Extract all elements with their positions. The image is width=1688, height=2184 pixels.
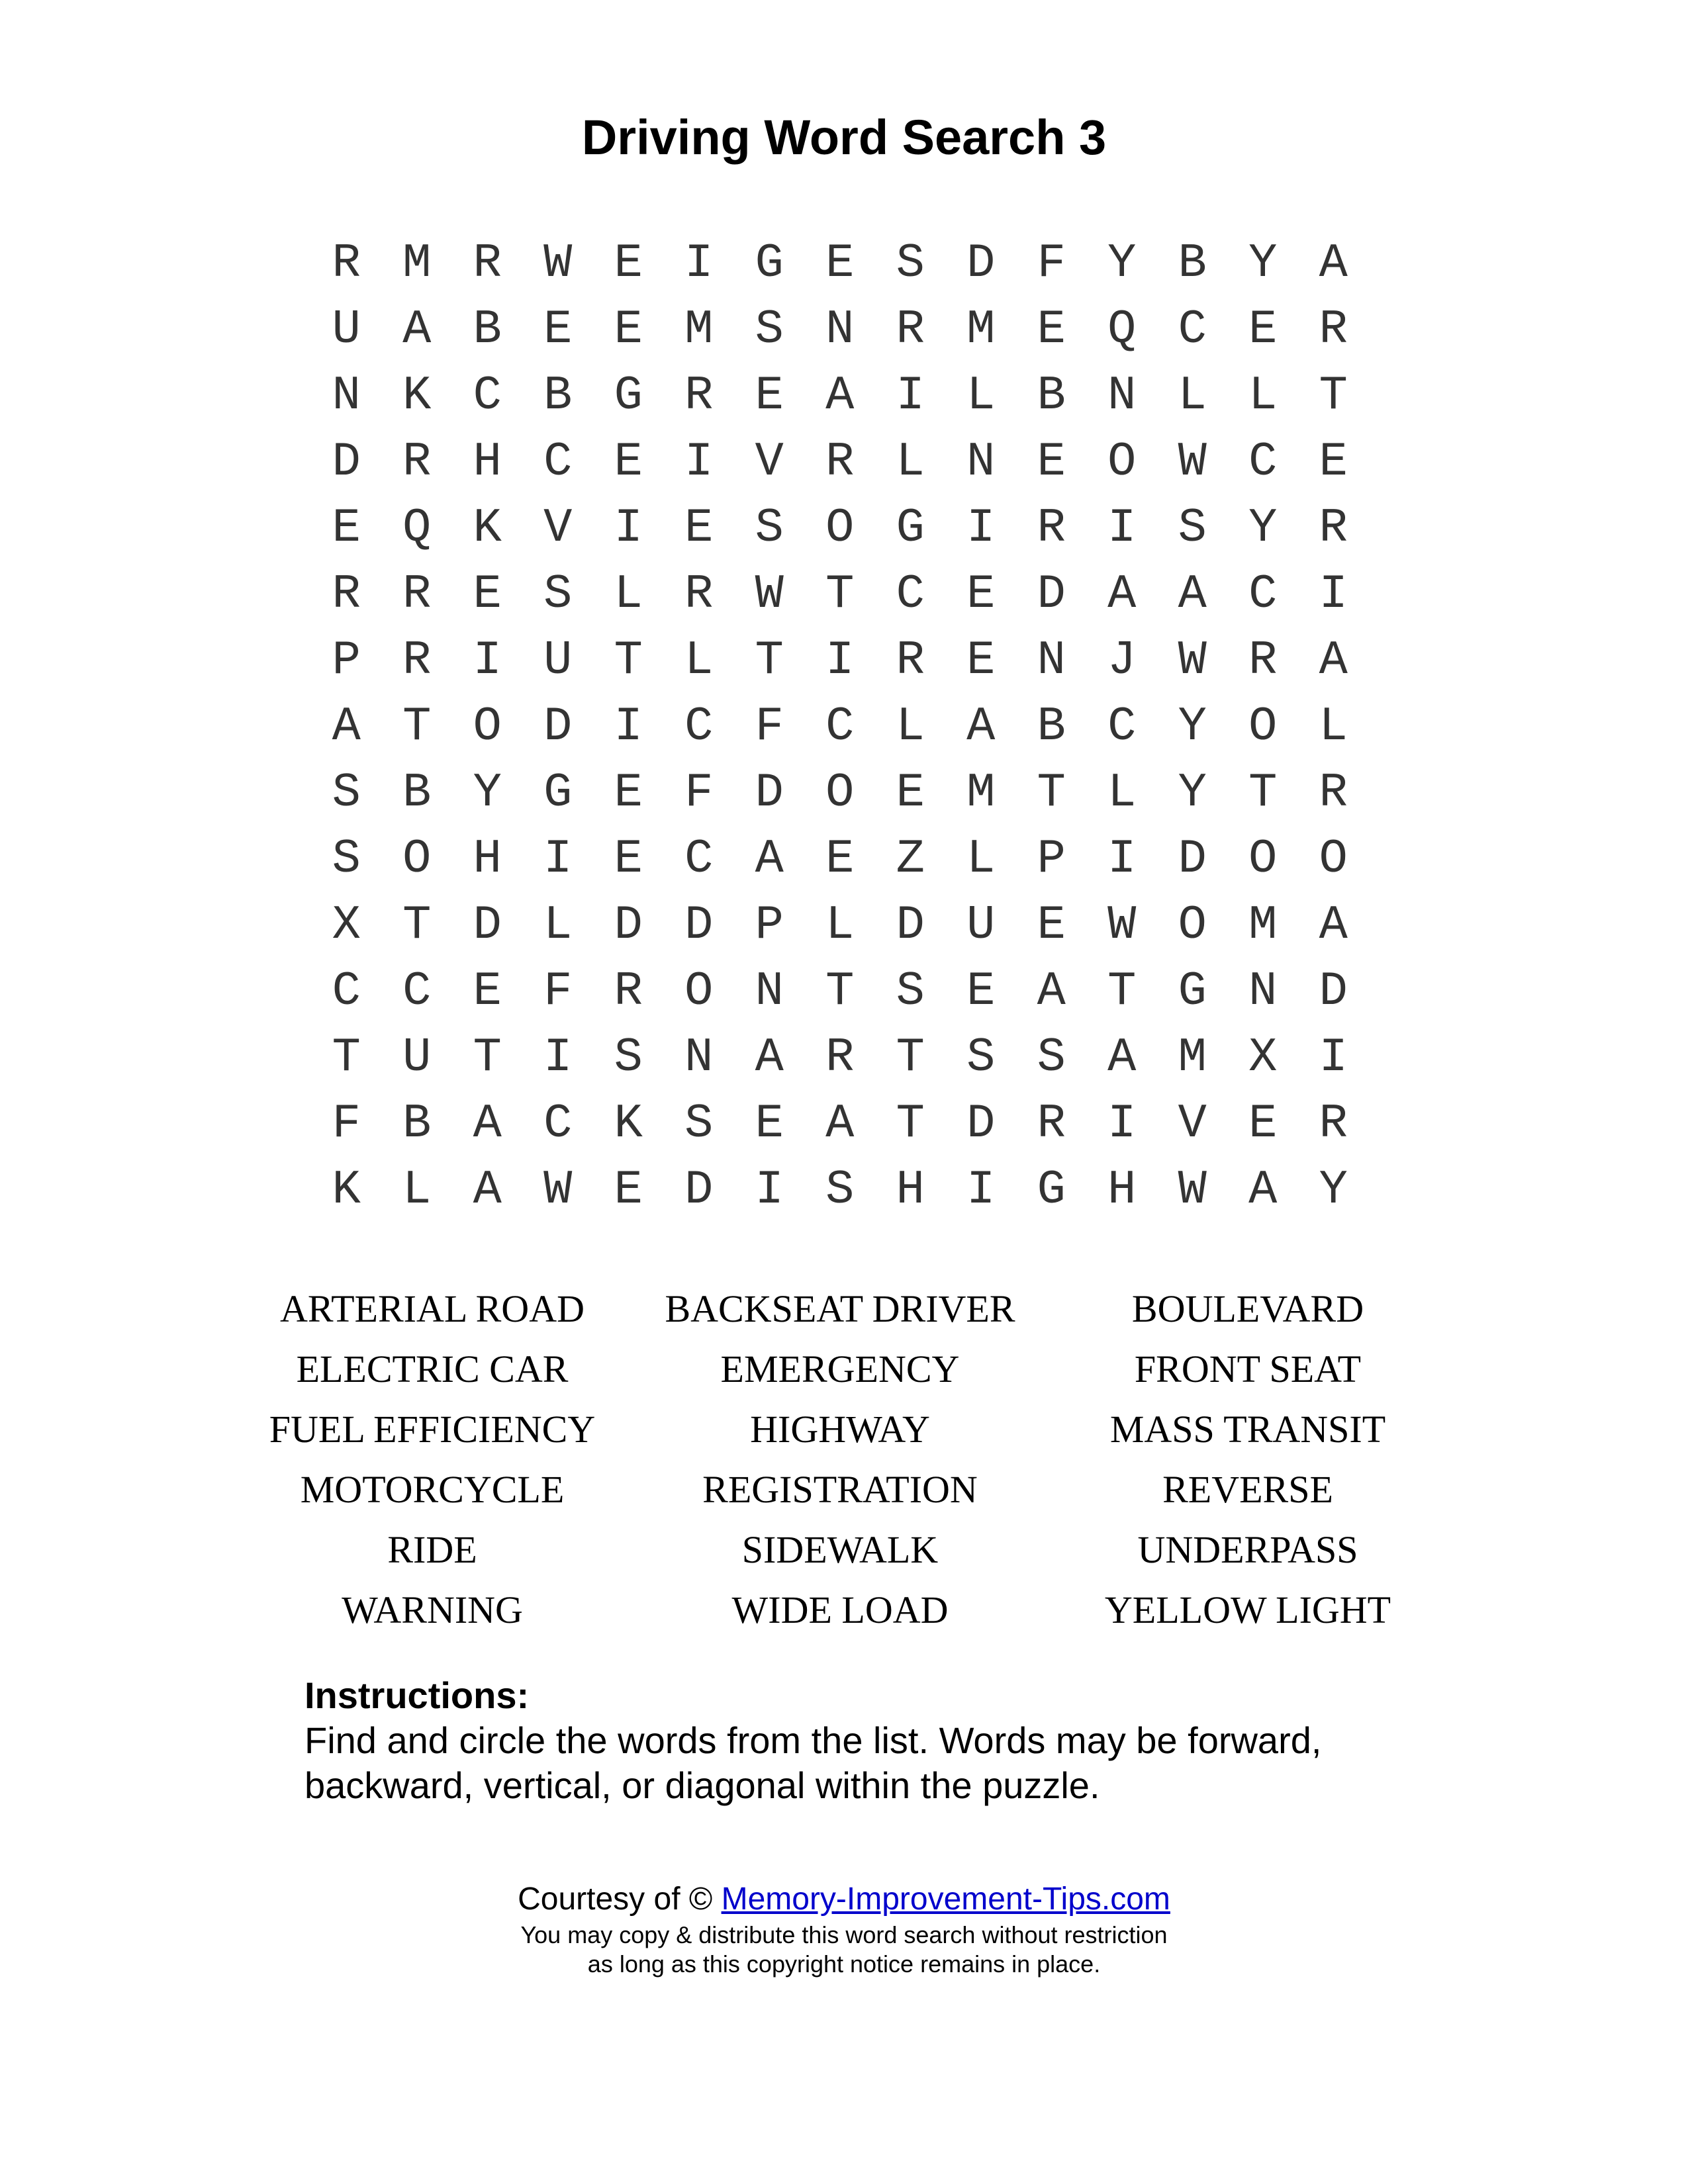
- grid-letter: E: [1037, 435, 1066, 489]
- word-list-item: EMERGENCY: [720, 1347, 960, 1390]
- grid-letter: S: [543, 567, 573, 621]
- grid-letter: H: [473, 435, 502, 489]
- grid-letter: E: [684, 501, 714, 555]
- grid-letter: E: [614, 832, 643, 886]
- grid-letter: S: [896, 236, 925, 291]
- instructions: [305, 1673, 1496, 1808]
- grid-letter: I: [755, 1163, 784, 1217]
- grid-letter: G: [543, 766, 573, 820]
- grid-letter: E: [1037, 898, 1066, 952]
- grid-letter: T: [825, 567, 855, 621]
- grid-letter: L: [402, 1163, 432, 1217]
- grid-letter: C: [332, 964, 361, 1019]
- grid-letter: C: [1248, 567, 1278, 621]
- grid-letter: B: [543, 369, 573, 423]
- grid-letter: E: [825, 832, 855, 886]
- grid-row: [311, 296, 1397, 363]
- grid-letter: R: [1319, 766, 1348, 820]
- grid-letter: H: [896, 1163, 925, 1217]
- grid-row: [311, 892, 1397, 958]
- grid-letter: P: [755, 898, 784, 952]
- grid-letter: C: [896, 567, 925, 621]
- grid-letter: T: [896, 1030, 925, 1085]
- grid-letter: E: [473, 964, 502, 1019]
- grid-letter: O: [473, 700, 502, 754]
- grid-letter: A: [1319, 898, 1348, 952]
- grid-letter: D: [684, 898, 714, 952]
- grid-letter: L: [1107, 766, 1137, 820]
- grid-letter: T: [1107, 964, 1137, 1019]
- grid-letter: Y: [1107, 236, 1137, 291]
- grid-letter: Y: [1248, 236, 1278, 291]
- word-list-item: MASS TRANSIT: [1109, 1408, 1386, 1451]
- grid-letter: F: [755, 700, 784, 754]
- grid-letter: C: [1178, 302, 1207, 357]
- grid-letter: D: [755, 766, 784, 820]
- grid-letter: E: [614, 435, 643, 489]
- grid-letter: A: [1178, 567, 1207, 621]
- grid-letter: B: [1037, 369, 1066, 423]
- grid-letter: M: [966, 766, 996, 820]
- grid-letter: U: [543, 633, 573, 688]
- grid-letter: G: [1037, 1163, 1066, 1217]
- grid-letter: M: [1178, 1030, 1207, 1085]
- grid-letter: I: [966, 501, 996, 555]
- grid-letter: R: [684, 567, 714, 621]
- grid-letter: E: [473, 567, 502, 621]
- grid-letter: E: [1037, 302, 1066, 357]
- word-list-item: SIDEWALK: [741, 1528, 939, 1571]
- grid-letter: I: [966, 1163, 996, 1217]
- grid-letter: O: [1319, 832, 1348, 886]
- grid-letter: G: [614, 369, 643, 423]
- grid-letter: B: [1037, 700, 1066, 754]
- grid-letter: R: [1319, 302, 1348, 357]
- site-link[interactable]: Memory-Improvement-Tips.com: [721, 1882, 1170, 1917]
- grid-letter: E: [1248, 302, 1278, 357]
- grid-letter: R: [1319, 501, 1348, 555]
- grid-letter: S: [684, 1097, 714, 1151]
- grid-letter: C: [1248, 435, 1278, 489]
- word-list-item: ELECTRIC CAR: [296, 1347, 569, 1390]
- grid-letter: E: [755, 1097, 784, 1151]
- grid-letter: C: [825, 700, 855, 754]
- grid-letter: S: [1037, 1030, 1066, 1085]
- grid-letter: E: [1319, 435, 1348, 489]
- grid-row: [311, 760, 1397, 826]
- grid-letter: T: [614, 633, 643, 688]
- grid-row: [311, 1024, 1397, 1091]
- grid-letter: D: [543, 700, 573, 754]
- grid-row: [311, 429, 1397, 495]
- grid-letter: P: [1037, 832, 1066, 886]
- grid-letter: O: [1107, 435, 1137, 489]
- grid-letter: K: [402, 369, 432, 423]
- grid-letter: W: [543, 1163, 573, 1217]
- grid-letter: M: [966, 302, 996, 357]
- grid-letter: W: [1178, 633, 1207, 688]
- grid-letter: L: [684, 633, 714, 688]
- grid-letter: T: [402, 898, 432, 952]
- grid-row: [311, 363, 1397, 429]
- grid-letter: A: [1248, 1163, 1278, 1217]
- grid-row: [311, 495, 1397, 561]
- grid-letter: A: [1319, 633, 1348, 688]
- grid-letter: B: [473, 302, 502, 357]
- grid-letter: C: [543, 1097, 573, 1151]
- grid-letter: R: [825, 1030, 855, 1085]
- grid-row: [311, 694, 1397, 760]
- grid-letter: I: [1107, 832, 1137, 886]
- grid-letter: O: [1248, 832, 1278, 886]
- grid-letter: M: [1248, 898, 1278, 952]
- grid-letter: I: [1319, 1030, 1348, 1085]
- grid-letter: C: [1107, 700, 1137, 754]
- grid-letter: E: [966, 567, 996, 621]
- grid-letter: Q: [402, 501, 432, 555]
- grid-letter: O: [825, 501, 855, 555]
- word-list-item: WARNING: [342, 1588, 523, 1631]
- grid-letter: A: [473, 1097, 502, 1151]
- grid-letter: D: [473, 898, 502, 952]
- grid-letter: L: [614, 567, 643, 621]
- grid-letter: D: [1319, 964, 1348, 1019]
- grid-letter: A: [755, 832, 784, 886]
- grid-letter: O: [1248, 700, 1278, 754]
- grid-letter: X: [332, 898, 361, 952]
- grid-letter: Q: [1107, 302, 1137, 357]
- grid-letter: T: [1037, 766, 1066, 820]
- grid-letter: O: [1178, 898, 1207, 952]
- grid-letter: V: [1178, 1097, 1207, 1151]
- grid-letter: E: [825, 236, 855, 291]
- grid-letter: C: [473, 369, 502, 423]
- word-list-item: RIDE: [387, 1528, 477, 1571]
- grid-letter: W: [755, 567, 784, 621]
- grid-letter: C: [684, 832, 714, 886]
- grid-letter: M: [402, 236, 432, 291]
- grid-letter: A: [1107, 567, 1137, 621]
- instructions-line-1: Find and circle the words from the list. Words may be forward,: [305, 1719, 1322, 1761]
- grid-letter: T: [1248, 766, 1278, 820]
- grid-letter: B: [1178, 236, 1207, 291]
- grid-letter: R: [896, 302, 925, 357]
- grid-letter: O: [825, 766, 855, 820]
- grid-letter: B: [402, 1097, 432, 1151]
- grid-letter: A: [825, 369, 855, 423]
- grid-letter: R: [1037, 1097, 1066, 1151]
- grid-letter: D: [966, 1097, 996, 1151]
- grid-letter: T: [825, 964, 855, 1019]
- grid-row: [311, 561, 1397, 627]
- word-list-item: ARTERIAL ROAD: [280, 1287, 585, 1330]
- grid-letter: W: [1107, 898, 1137, 952]
- grid-letter: F: [1037, 236, 1066, 291]
- grid-letter: A: [332, 700, 361, 754]
- grid-letter: D: [332, 435, 361, 489]
- grid-letter: L: [966, 832, 996, 886]
- grid-letter: U: [402, 1030, 432, 1085]
- grid-letter: D: [614, 898, 643, 952]
- grid-letter: D: [684, 1163, 714, 1217]
- grid-letter: I: [1319, 567, 1348, 621]
- grid-letter: E: [755, 369, 784, 423]
- letter-grid: [311, 230, 1397, 1223]
- grid-letter: M: [684, 302, 714, 357]
- grid-letter: I: [1107, 501, 1137, 555]
- grid-letter: F: [684, 766, 714, 820]
- grid-letter: D: [966, 236, 996, 291]
- word-list-item: FUEL EFFICIENCY: [269, 1408, 596, 1451]
- word-list-item: YELLOW LIGHT: [1104, 1588, 1391, 1631]
- footer: [0, 1878, 1688, 1979]
- grid-letter: U: [966, 898, 996, 952]
- grid-letter: I: [543, 832, 573, 886]
- grid-letter: R: [684, 369, 714, 423]
- grid-letter: A: [402, 302, 432, 357]
- grid-letter: D: [1037, 567, 1066, 621]
- grid-row: [311, 1157, 1397, 1223]
- grid-letter: S: [614, 1030, 643, 1085]
- grid-letter: Y: [1178, 700, 1207, 754]
- grid-letter: I: [896, 369, 925, 423]
- grid-letter: L: [825, 898, 855, 952]
- grid-letter: S: [755, 302, 784, 357]
- grid-letter: E: [614, 766, 643, 820]
- grid-letter: O: [684, 964, 714, 1019]
- grid-letter: L: [1178, 369, 1207, 423]
- grid-letter: A: [1107, 1030, 1137, 1085]
- copyright-notice-line-2: as long as this copyright notice remains in place.: [587, 1950, 1101, 1978]
- word-list-item: REGISTRATION: [702, 1468, 978, 1511]
- grid-letter: S: [332, 766, 361, 820]
- courtesy-prefix: Courtesy of ©: [518, 1882, 713, 1917]
- grid-letter: L: [966, 369, 996, 423]
- grid-letter: T: [896, 1097, 925, 1151]
- grid-letter: R: [825, 435, 855, 489]
- grid-letter: X: [1248, 1030, 1278, 1085]
- grid-letter: R: [473, 236, 502, 291]
- grid-letter: I: [825, 633, 855, 688]
- grid-letter: R: [332, 567, 361, 621]
- grid-letter: N: [755, 964, 784, 1019]
- grid-letter: E: [614, 236, 643, 291]
- grid-letter: A: [825, 1097, 855, 1151]
- grid-letter: N: [1248, 964, 1278, 1019]
- grid-letter: L: [1319, 700, 1348, 754]
- grid-letter: A: [755, 1030, 784, 1085]
- grid-letter: E: [543, 302, 573, 357]
- grid-letter: J: [1107, 633, 1137, 688]
- grid-letter: V: [543, 501, 573, 555]
- grid-letter: H: [1107, 1163, 1137, 1217]
- grid-letter: E: [614, 1163, 643, 1217]
- grid-letter: O: [402, 832, 432, 886]
- grid-letter: A: [966, 700, 996, 754]
- grid-letter: R: [1319, 1097, 1348, 1151]
- grid-letter: S: [966, 1030, 996, 1085]
- grid-letter: H: [473, 832, 502, 886]
- grid-letter: S: [1178, 501, 1207, 555]
- grid-letter: N: [1037, 633, 1066, 688]
- grid-letter: K: [332, 1163, 361, 1217]
- grid-letter: Y: [1319, 1163, 1348, 1217]
- grid-letter: W: [543, 236, 573, 291]
- grid-row: [311, 826, 1397, 892]
- grid-letter: L: [896, 435, 925, 489]
- word-list-item: BOULEVARD: [1131, 1287, 1364, 1330]
- grid-letter: I: [473, 633, 502, 688]
- word-list-item: UNDERPASS: [1137, 1528, 1358, 1571]
- grid-letter: N: [966, 435, 996, 489]
- grid-letter: I: [684, 236, 714, 291]
- grid-letter: F: [543, 964, 573, 1019]
- grid-letter: R: [332, 236, 361, 291]
- grid-letter: A: [1319, 236, 1348, 291]
- grid-letter: L: [896, 700, 925, 754]
- grid-letter: G: [1178, 964, 1207, 1019]
- word-list-item: REVERSE: [1162, 1468, 1333, 1511]
- grid-letter: D: [896, 898, 925, 952]
- grid-letter: E: [614, 302, 643, 357]
- grid-letter: K: [614, 1097, 643, 1151]
- grid-letter: I: [614, 501, 643, 555]
- word-list-item: BACKSEAT DRIVER: [665, 1287, 1015, 1330]
- grid-letter: F: [332, 1097, 361, 1151]
- page-title: Driving Word Search 3: [581, 110, 1107, 165]
- grid-letter: S: [755, 501, 784, 555]
- word-list-item: HIGHWAY: [750, 1408, 930, 1451]
- grid-letter: B: [402, 766, 432, 820]
- grid-letter: L: [1248, 369, 1278, 423]
- grid-letter: E: [332, 501, 361, 555]
- word-list-item: MOTORCYCLE: [300, 1468, 565, 1511]
- grid-letter: S: [332, 832, 361, 886]
- grid-letter: D: [1178, 832, 1207, 886]
- grid-letter: R: [402, 435, 432, 489]
- grid-letter: V: [755, 435, 784, 489]
- grid-letter: Y: [1248, 501, 1278, 555]
- grid-letter: R: [1037, 501, 1066, 555]
- grid-letter: W: [1178, 1163, 1207, 1217]
- grid-letter: E: [966, 633, 996, 688]
- grid-letter: N: [684, 1030, 714, 1085]
- grid-letter: R: [896, 633, 925, 688]
- copyright-notice-line-1: You may copy & distribute this word search without restriction: [520, 1921, 1168, 1948]
- grid-letter: I: [543, 1030, 573, 1085]
- grid-letter: T: [755, 633, 784, 688]
- grid-letter: E: [1248, 1097, 1278, 1151]
- grid-letter: T: [473, 1030, 502, 1085]
- grid-letter: Y: [1178, 766, 1207, 820]
- grid-letter: I: [1107, 1097, 1137, 1151]
- grid-letter: U: [332, 302, 361, 357]
- grid-letter: I: [614, 700, 643, 754]
- grid-letter: N: [332, 369, 361, 423]
- instructions-heading: Instructions:: [305, 1674, 530, 1716]
- grid-row: [311, 1091, 1397, 1157]
- grid-row: [311, 627, 1397, 694]
- grid-letter: C: [684, 700, 714, 754]
- grid-row: [311, 230, 1397, 296]
- grid-letter: N: [825, 302, 855, 357]
- grid-letter: A: [1037, 964, 1066, 1019]
- grid-letter: Y: [473, 766, 502, 820]
- word-list: [228, 1279, 1453, 1640]
- grid-letter: R: [402, 633, 432, 688]
- grid-letter: R: [1248, 633, 1278, 688]
- grid-row: [311, 958, 1397, 1024]
- grid-letter: E: [896, 766, 925, 820]
- grid-letter: E: [966, 964, 996, 1019]
- instructions-line-2: backward, vertical, or diagonal within the puzzle.: [305, 1764, 1100, 1806]
- grid-letter: T: [1319, 369, 1348, 423]
- courtesy-line: [0, 1878, 1688, 1921]
- grid-letter: G: [896, 501, 925, 555]
- grid-letter: R: [614, 964, 643, 1019]
- grid-letter: C: [402, 964, 432, 1019]
- grid-letter: L: [543, 898, 573, 952]
- grid-letter: T: [402, 700, 432, 754]
- grid-letter: S: [896, 964, 925, 1019]
- grid-letter: I: [684, 435, 714, 489]
- grid-letter: K: [473, 501, 502, 555]
- grid-letter: P: [332, 633, 361, 688]
- word-list-item: FRONT SEAT: [1134, 1347, 1362, 1390]
- grid-letter: N: [1107, 369, 1137, 423]
- grid-letter: C: [543, 435, 573, 489]
- grid-letter: Z: [896, 832, 925, 886]
- grid-letter: W: [1178, 435, 1207, 489]
- grid-letter: T: [332, 1030, 361, 1085]
- word-list-item: WIDE LOAD: [731, 1588, 949, 1631]
- grid-letter: R: [402, 567, 432, 621]
- grid-letter: S: [825, 1163, 855, 1217]
- grid-letter: G: [755, 236, 784, 291]
- grid-letter: A: [473, 1163, 502, 1217]
